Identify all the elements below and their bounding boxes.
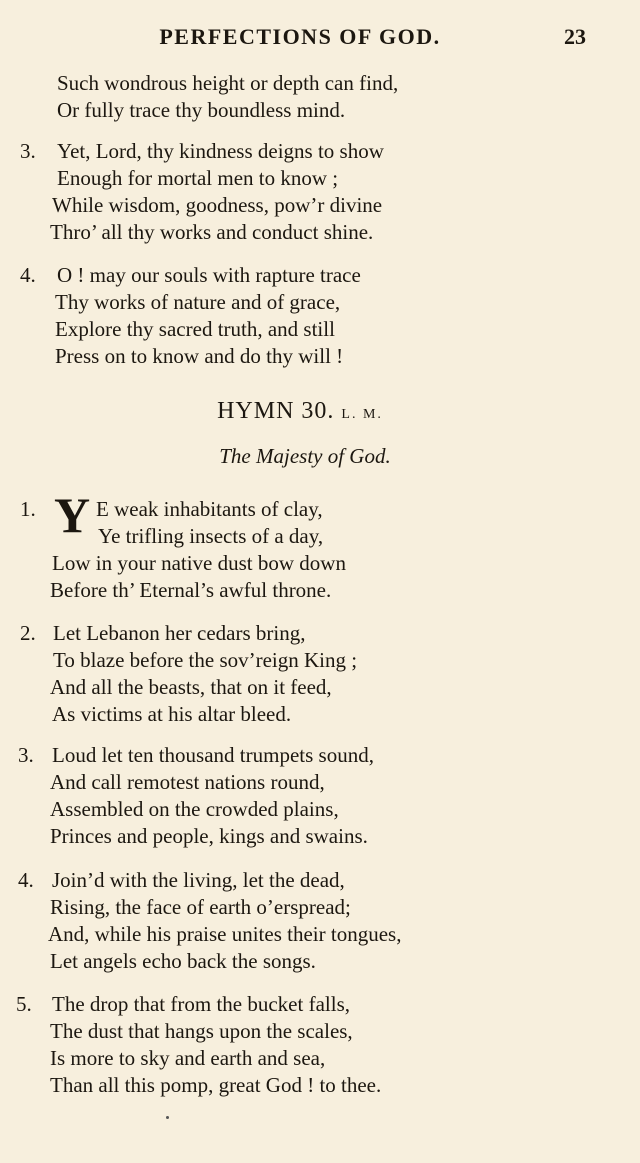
verse-line: And all the beasts, that on it feed, [50, 675, 332, 699]
verse-line: Let Lebanon her cedars bring, [53, 621, 306, 645]
verse-line: Rising, the face of earth o’erspread; [50, 895, 351, 919]
stanza-number: 5. [16, 992, 32, 1016]
verse-line: While wisdom, goodness, pow’r divine [52, 193, 383, 217]
verse-line: Than all this pomp, great God ! to thee. [50, 1073, 382, 1097]
verse-line: As victims at his altar bleed. [52, 702, 292, 726]
verse-line: Press on to know and do thy will ! [55, 344, 344, 368]
verse-line: Assembled on the crowded plains, [50, 797, 339, 821]
stanza-number: 4. [18, 868, 34, 892]
verse-line: Explore thy sacred truth, and still [55, 317, 335, 341]
verse-line: The drop that from the bucket falls, [52, 992, 350, 1016]
verse-line: Join’d with the living, let the dead, [52, 868, 345, 892]
verse-line: O ! may our souls with rapture trace [57, 263, 361, 287]
verse-line: Loud let ten thousand trumpets sound, [52, 743, 374, 767]
verse-line: Enough for mortal men to know ; [57, 166, 339, 190]
hymn-title: HYMN 30. [217, 398, 335, 424]
verse-line: Princes and people, kings and swains. [50, 824, 368, 848]
page-number: 23 [564, 24, 586, 49]
hymn-subtitle: The Majesty of God. [219, 444, 391, 468]
stanza-number: 3. [20, 139, 36, 163]
verse-line: The dust that hangs upon the scales, [50, 1019, 353, 1043]
verse-line: Yet, Lord, thy kindness deigns to show [57, 139, 384, 163]
hymn-meter: L. M. [341, 407, 383, 422]
running-head: PERFECTIONS OF GOD. [159, 24, 441, 49]
verse-line: Thro’ all thy works and conduct shine. [50, 220, 374, 244]
verse-line: E weak inhabitants of clay, [96, 497, 323, 521]
verse-line: Or fully trace thy boundless mind. [57, 98, 346, 122]
verse-line: And, while his praise unites their tongues, [48, 922, 402, 946]
hymn-heading [0, 398, 600, 425]
stanza-number: 2. [20, 621, 36, 645]
verse-line: Is more to sky and earth and sea, [50, 1046, 326, 1070]
verse-line: And call remotest nations round, [50, 770, 325, 794]
verse-line: Before th’ Eternal’s awful throne. [50, 578, 332, 602]
verse-line: Such wondrous height or depth can find, [57, 71, 399, 95]
stanza-number: 4. [20, 263, 36, 287]
verse-line: Ye trifling insects of a day, [98, 524, 324, 548]
verse-line: Thy works of nature and of grace, [55, 290, 341, 314]
verse-line: To blaze before the sov’reign King ; [53, 648, 358, 672]
printer-mark [166, 1116, 169, 1119]
verse-line: Let angels echo back the songs. [50, 949, 316, 973]
stanza-number: 1. [20, 497, 36, 521]
drop-cap: Y [54, 487, 91, 543]
verse-line: Low in your native dust bow down [52, 551, 346, 575]
stanza-number: 3. [18, 743, 34, 767]
